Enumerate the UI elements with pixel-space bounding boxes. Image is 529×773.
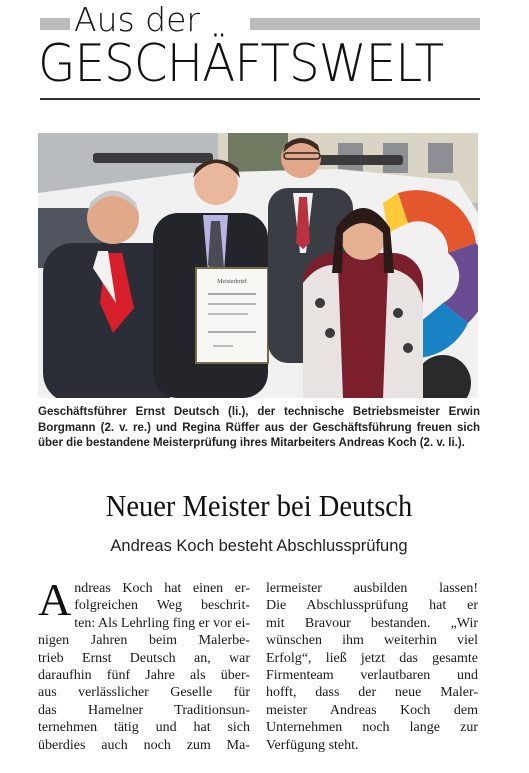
photo-caption: Geschäftsführer Ernst Deutsch (li.), der technische Betriebsmeister Erwin Borgmann (2. v. re.) und Regina Rüffer aus der Geschäftsführung freuen sich über die bestandene Meisterprüfung ihres Mitarbeiters Andreas Koch (2. v. li.). xyxy=(38,406,480,449)
text-line: das Hamelner Traditionsun- xyxy=(38,702,250,718)
text-line: hofft, dass der neue Maler- xyxy=(266,685,478,701)
text-line: meister Andreas Koch dem xyxy=(266,702,478,718)
text-line: trieb Ernst Deutsch an, war xyxy=(38,650,250,666)
article-column-1 xyxy=(38,574,250,754)
text-line: Firmenteam verlautbaren und xyxy=(266,667,478,683)
article-headline: Neuer Meister bei Deutsch xyxy=(105,488,413,523)
certificate-heading: Meisterbrief xyxy=(217,279,247,285)
text-line: Verfügung steht. xyxy=(266,737,359,753)
article-subhead: Andreas Koch besteht Abschlussprüfung xyxy=(110,537,408,555)
article-photo xyxy=(38,133,478,398)
masthead-kicker: Aus der xyxy=(74,0,200,39)
masthead-bar-right xyxy=(250,18,480,30)
text-line: folgreichen Weg beschrit- xyxy=(74,598,250,614)
text-line: ndreas Koch hat einen er- xyxy=(74,581,250,596)
text-line: ten: Als Lehrling fing er vor ei- xyxy=(74,615,250,631)
text-line: Die Abschlussprüfung hat er xyxy=(266,598,478,614)
drop-cap: A xyxy=(38,574,72,625)
masthead-bar-left xyxy=(40,18,70,30)
text-line: daraufhin fünf Jahre als über- xyxy=(38,667,250,683)
text-line: nigen Jahren beim Malerbe- xyxy=(38,633,250,649)
text-line: überdies auch noch zum Ma- xyxy=(38,737,250,753)
text-line: aus verlässlicher Geselle für xyxy=(38,685,250,701)
text-line: mit Bravour bestanden. „Wir xyxy=(266,615,478,631)
masthead-title: GESCHÄFTSWELT xyxy=(38,34,444,94)
text-line: Erfolg“, ließ jetzt das gesamte xyxy=(266,650,478,666)
text-line: wünschen ihm weiterhin viel xyxy=(266,633,478,649)
masthead-rule xyxy=(40,98,480,100)
masthead xyxy=(38,0,480,102)
text-line: lermeister ausbilden lassen! xyxy=(266,581,478,596)
article-column-2 xyxy=(266,580,478,754)
text-line: ternehmen tätig und hat sich xyxy=(38,720,250,736)
photo-illustration xyxy=(38,133,478,398)
text-line: Unternehmen noch lange zur xyxy=(266,720,478,736)
